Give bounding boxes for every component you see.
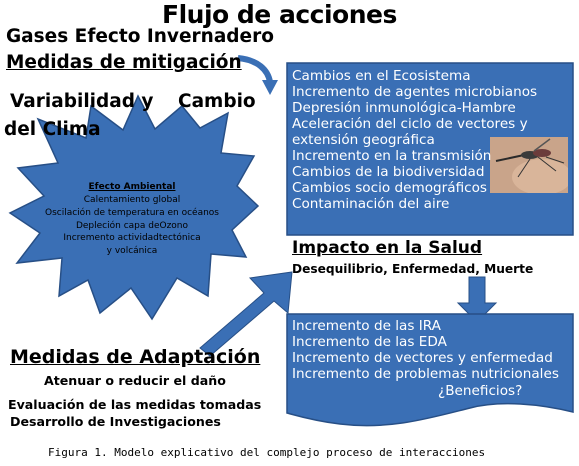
ecosystem-item: Incremento en la transmisión — [292, 148, 492, 164]
efecto-ambiental-item: Oscilación de temperatura en océanos — [45, 208, 219, 218]
cambio-label: Cambio — [178, 91, 256, 112]
del-clima-label: del Clima — [4, 119, 101, 140]
page-title: Flujo de acciones — [162, 0, 397, 29]
ecosystem-item: Contaminación del aire — [292, 196, 450, 212]
diagonal-arrow — [200, 272, 292, 356]
gases-efecto-invernadero-label: Gases Efecto Invernadero — [6, 26, 274, 47]
health-item: Incremento de problemas nutricionales — [292, 366, 559, 382]
efecto-ambiental-item: y volcánica — [106, 246, 158, 256]
curved-arrow-mitigation-head — [262, 80, 278, 95]
ecosystem-item: extensión geográfica — [292, 132, 435, 148]
ecosystem-item: Cambios socio demográficos — [292, 180, 488, 196]
adaptacion-line: Atenuar o reducir el daño — [44, 373, 226, 388]
curved-arrow-mitigation — [238, 58, 270, 82]
ecosystem-item: Aceleración del ciclo de vectores y — [292, 116, 528, 132]
efecto-ambiental-item: Incremento actividadtectónica — [63, 233, 201, 243]
figure-caption: Figura 1. Modelo explicativo del complejo proceso de interacciones — [48, 446, 486, 459]
efecto-ambiental-item: Calentamiento global — [83, 195, 181, 205]
efecto-ambiental-heading: Efecto Ambiental — [88, 182, 176, 192]
health-item: Incremento de las EDA — [292, 334, 447, 350]
health-item-beneficios: ¿Beneficios? — [438, 383, 523, 399]
medidas-mitigacion-label: Medidas de mitigación — [6, 52, 242, 73]
impacto-salud-subtitle: Desequilibrio, Enfermedad, Muerte — [292, 262, 534, 276]
health-item: Incremento de las IRA — [292, 318, 441, 334]
adaptacion-line: Evaluación de las medidas tomadas — [8, 397, 262, 412]
health-item: Incremento de vectores y enfermedad — [292, 350, 553, 366]
adaptacion-line: Desarrollo de Investigaciones — [10, 414, 221, 429]
medidas-adaptacion-heading: Medidas de Adaptación — [10, 346, 261, 368]
variabilidad-label: Variabilidad y — [10, 91, 154, 112]
ecosystem-item: Cambios de la biodiversidad — [292, 164, 485, 180]
impacto-salud-heading: Impacto en la Salud — [292, 238, 483, 258]
ecosystem-item: Cambios en el Ecosistema — [292, 68, 471, 84]
ecosystem-item: Depresión inmunológica-Hambre — [292, 100, 516, 116]
mosquito-photo — [490, 137, 568, 193]
ecosystem-item: Incremento de agentes microbianos — [292, 84, 538, 100]
efecto-ambiental-item: Depleción capa deOzono — [75, 221, 189, 231]
